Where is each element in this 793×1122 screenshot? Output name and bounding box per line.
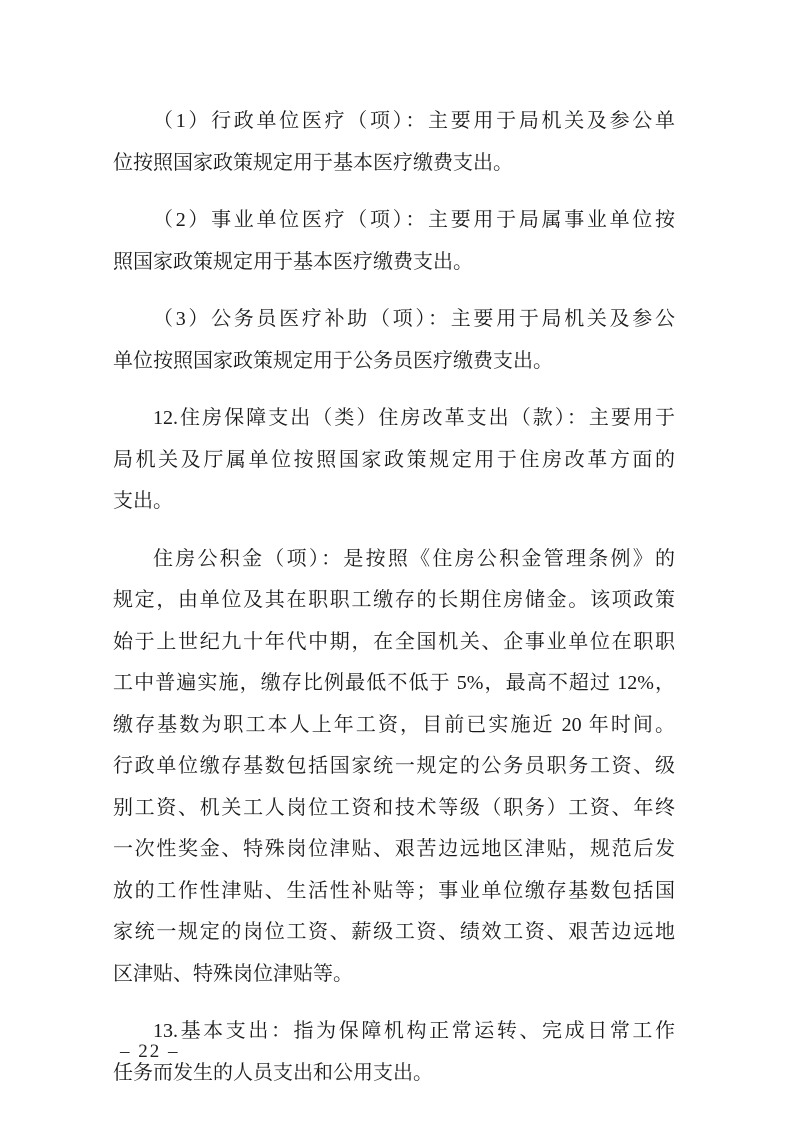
text-line: （2）事业单位医疗（项）：主要用于局属事业单位按 [153, 209, 675, 231]
text-line: 支出。 [113, 490, 173, 512]
text-line: 位按照国家政策规定用于基本医疗缴费支出。 [113, 151, 513, 174]
text-line: 任务而发生的人员支出和公用支出。 [113, 1061, 433, 1084]
text-line: 住房公积金（项）：是按照《住房公积金管理条例》的 [153, 547, 675, 570]
text-line: 区津贴、特殊岗位津贴等。 [113, 962, 353, 985]
text-line: 别工资、机关工人岗位工资和技术等级（职务）工资、年终 [113, 796, 675, 819]
text-line: 行政单位缴存基数包括国家统一规定的公务员职务工资、级 [113, 755, 675, 777]
text-line: 局机关及厅属单位按照国家政策规定用于住房改革方面的 [113, 448, 675, 471]
document-body [113, 101, 675, 1110]
text-line: 缴存基数为职工本人上年工资，目前已实施近 20 年时间。 [113, 713, 675, 736]
text-line: 12.住房保障支出（类）住房改革支出（款）：主要用于 [153, 407, 675, 429]
text-line: 13.基本支出：指为保障机构正常运转、完成日常工作 [153, 1020, 675, 1042]
text-line: 单位按照国家政策规定用于公务员医疗缴费支出。 [113, 349, 553, 372]
text-line: （1）行政单位医疗（项）：主要用于局机关及参公单 [153, 110, 675, 132]
text-line: （3）公务员医疗补助（项）：主要用于局机关及参公 [153, 308, 675, 330]
page-number: – 22 – [120, 1041, 180, 1062]
text-line: 一次性奖金、特殊岗位津贴、艰苦边远地区津贴，规范后发 [113, 838, 675, 860]
text-line: 放的工作性津贴、生活性补贴等；事业单位缴存基数包括国 [113, 879, 675, 902]
text-line: 始于上世纪九十年代中期，在全国机关、企事业单位在职职 [113, 630, 675, 653]
text-line: 规定，由单位及其在职职工缴存的长期住房储金。该项政策 [113, 589, 675, 611]
text-line: 家统一规定的岗位工资、薪级工资、绩效工资、艰苦边远地 [113, 921, 675, 943]
text-line: 照国家政策规定用于基本医疗缴费支出。 [113, 250, 473, 273]
text-line: 工中普遍实施，缴存比例最低不低于 5%，最高不超过 12%， [113, 672, 675, 694]
